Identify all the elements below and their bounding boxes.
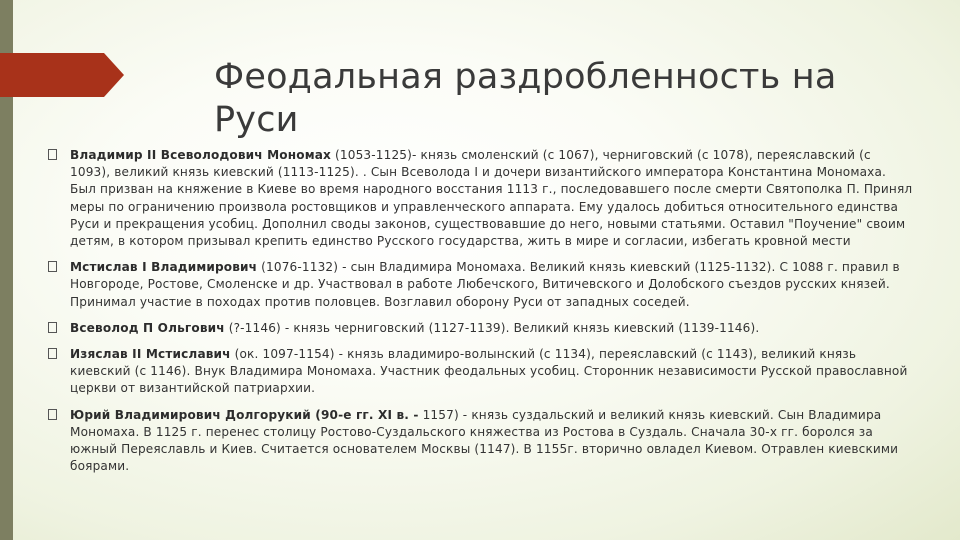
list-item <box>46 259 914 311</box>
slide-title <box>214 56 914 142</box>
list-item-name: Всеволод П Ольгович <box>70 320 225 335</box>
list-item-name: Юрий Владимирович Долгорукий (90-е гг. XI в. - <box>70 407 419 422</box>
list-item-name: Владимир II Всеволодович Мономах <box>70 148 332 162</box>
slide-body <box>46 147 914 484</box>
list-item-text: (ок. 1097-1154) - князь владимиро-волынский (с 1134), переяславский (с 1143), великий князь киевский (с 1146). Внук Владимира Мономаха. Участник феодальных усобиц. Сторонник независимости Русской православной церкви от византийской патриархии. <box>70 347 908 396</box>
list-item-text: (1076-1132) - сын Владимира Мономаха. Великий князь киевский (1125-1132). С 1088 г. правил в Новгороде, Ростове, Смоленске и др. Участвовал в работе Любечского, Витичевского и Долобского съездов русских князей. Принимал участие в походах против половцев. Возглавил оборону Руси от западных соседей. <box>70 260 900 309</box>
list-item-name: Изяслав II Мстиславич <box>70 347 231 362</box>
list-item-text: 1157) - князь суздальский и великий князь киевский. Сын Владимира Мономаха. В 1125 г. перенес столицу Ростово-Суздальского княжества из Ростова в Суздаль. Сначала 30-х гг. боролся за южный Переяславль и Киев. Считается основателем Москвы (1147). В 1155г. вторично овладел Киевом. Отравлен киевскими боярами. <box>70 407 899 474</box>
list-item <box>46 407 914 476</box>
bullet-icon <box>48 409 57 420</box>
list-item <box>46 346 914 398</box>
list-item <box>46 147 914 250</box>
list-item-text: (?-1146) - князь черниговский (1127-1139). Великий князь киевский (1139-1146). <box>224 320 760 335</box>
bullet-icon <box>48 348 57 359</box>
list-item-name: Мстислав I Владимирович <box>70 260 258 275</box>
title-accent-arrow <box>0 53 124 97</box>
list-item-text: (1053-1125)- князь смоленский (с 1067), черниговский (с 1078), переяславский (с 1093), великий князь киевский (1113-1125). . Сын Всеволода I и дочери византийского императора Константина Мономаха. Был призван на княжение в Киеве во время народного восстания 1113 г., последовавшего после смерти Святополка П. Принял меры по ограничению произвола ростовщиков и управленческого аппарата. Ему удалось добиться относительного единства Руси и прекращения усобиц. Дополнил своды законов, существовавшие до него, новыми статьями. Оставил "Поучение" своим детям, в котором призывал крепить единство Русского государства, жить в мире и согласии, избегать кровной мести <box>70 148 913 249</box>
list-item <box>46 320 914 337</box>
bullet-icon <box>48 322 57 333</box>
slide-title-line-1: Феодальная раздробленность на <box>214 57 837 97</box>
bullet-icon <box>48 261 57 272</box>
slide-title-line-2: Руси <box>214 100 299 140</box>
bullet-icon <box>48 149 57 160</box>
